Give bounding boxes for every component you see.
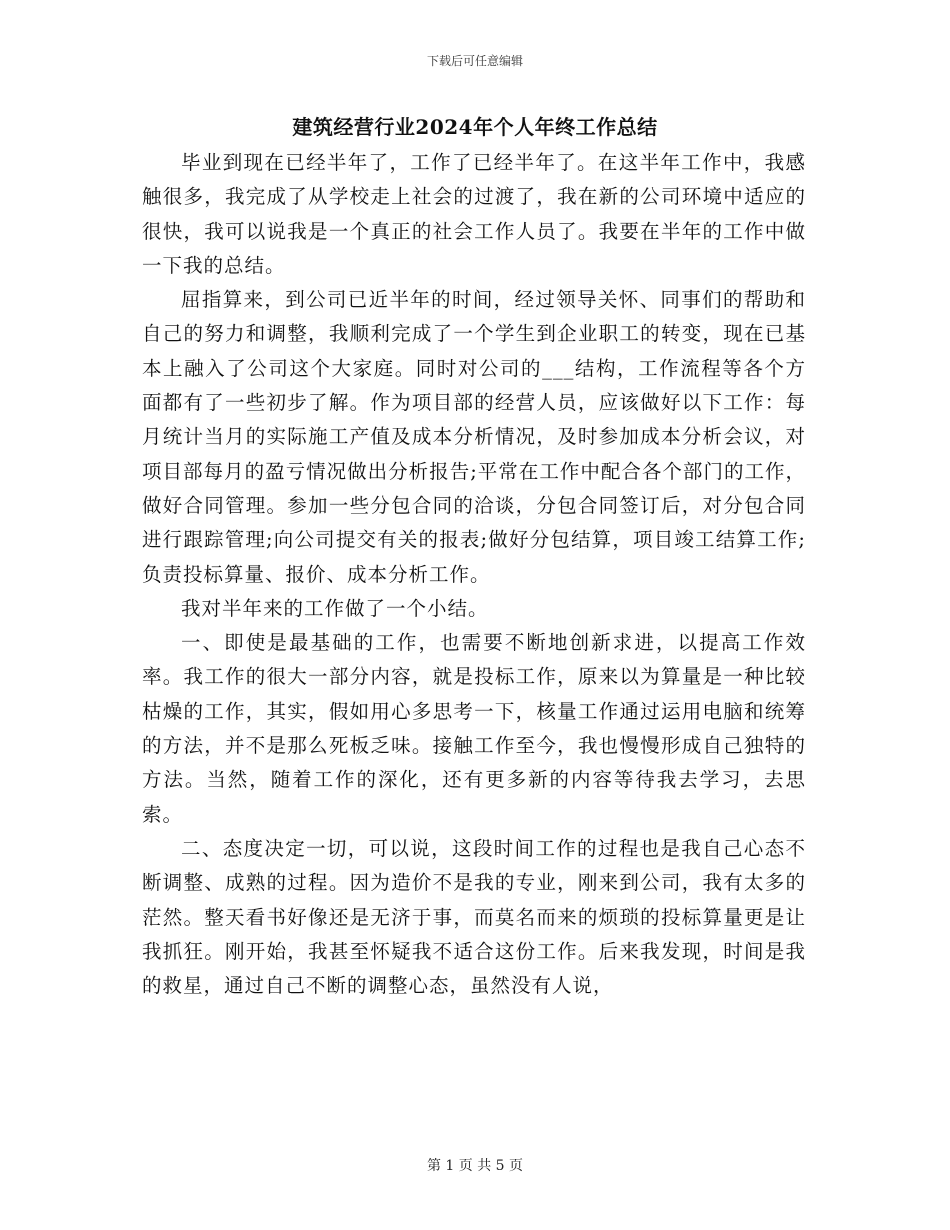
paragraph-duties: 屈指算来，到公司已近半年的时间，经过领导关怀、同事们的帮助和自己的努力和调整，我顺利完成了一个学生到企业职工的转变，现在已基本上融入了公司这个大家庭。同时对公司的___结构，工作流程等各个方面都有了一些初步了解。作为项目部的经营人员，应该做好以下工作：每月统计当月的实际施工产值及成本分析情况，及时参加成本分析会议，对项目部每月的盈亏情况做出分析报告;平常在工作中配合各个部门的工作，做好合同管理。参加一些分包合同的洽谈，分包合同签订后，对分包合同进行跟踪管理;向公司提交有关的报表;做好分包结算，项目竣工结算工作;负责投标算量、报价、成本分析工作。 bbox=[142, 288, 806, 586]
paragraph-point-one: 一、即使是最基础的工作，也需要不断地创新求进，以提高工作效率。我工作的很大一部分内容，就是投标工作，原来以为算量是一种比较枯燥的工作，其实，假如用心多思考一下，核量工作通过运用电脑和统筹的方法，并不是那么死板乏味。接触工作至今，我也慢慢形成自己独特的方法。当然，随着工作的深化，还有更多新的内容等待我去学习，去思索。 bbox=[142, 631, 806, 826]
paragraph-summary-lead: 我对半年来的工作做了一个小结。 bbox=[181, 596, 489, 620]
paragraph-intro: 毕业到现在已经半年了，工作了已经半年了。在这半年工作中，我感触很多，我完成了从学校走上社会的过渡了，我在新的公司环境中适应的很快，我可以说我是一个真正的社会工作人员了。我要在半年的工作中做一下我的总结。 bbox=[142, 151, 806, 277]
paragraph-point-two: 二、态度决定一切，可以说，这段时间工作的过程也是我自己心态不断调整、成熟的过程。因为造价不是我的专业，刚来到公司，我有太多的茫然。整天看书好像还是无济于事，而莫名而来的烦琐的投标算量更是让我抓狂。刚开始，我甚至怀疑我不适合这份工作。后来我发现，时间是我的救星，通过自己不断的调整心态，虽然没有人说， bbox=[142, 836, 806, 998]
page-number: 第 1 页 共 5 页 bbox=[426, 1158, 524, 1174]
document-title: 建筑经营行业2024年个人年终工作总结 bbox=[292, 115, 658, 139]
page-header-note: 下载后可任意编辑 bbox=[426, 54, 523, 68]
document-body bbox=[142, 146, 806, 1003]
